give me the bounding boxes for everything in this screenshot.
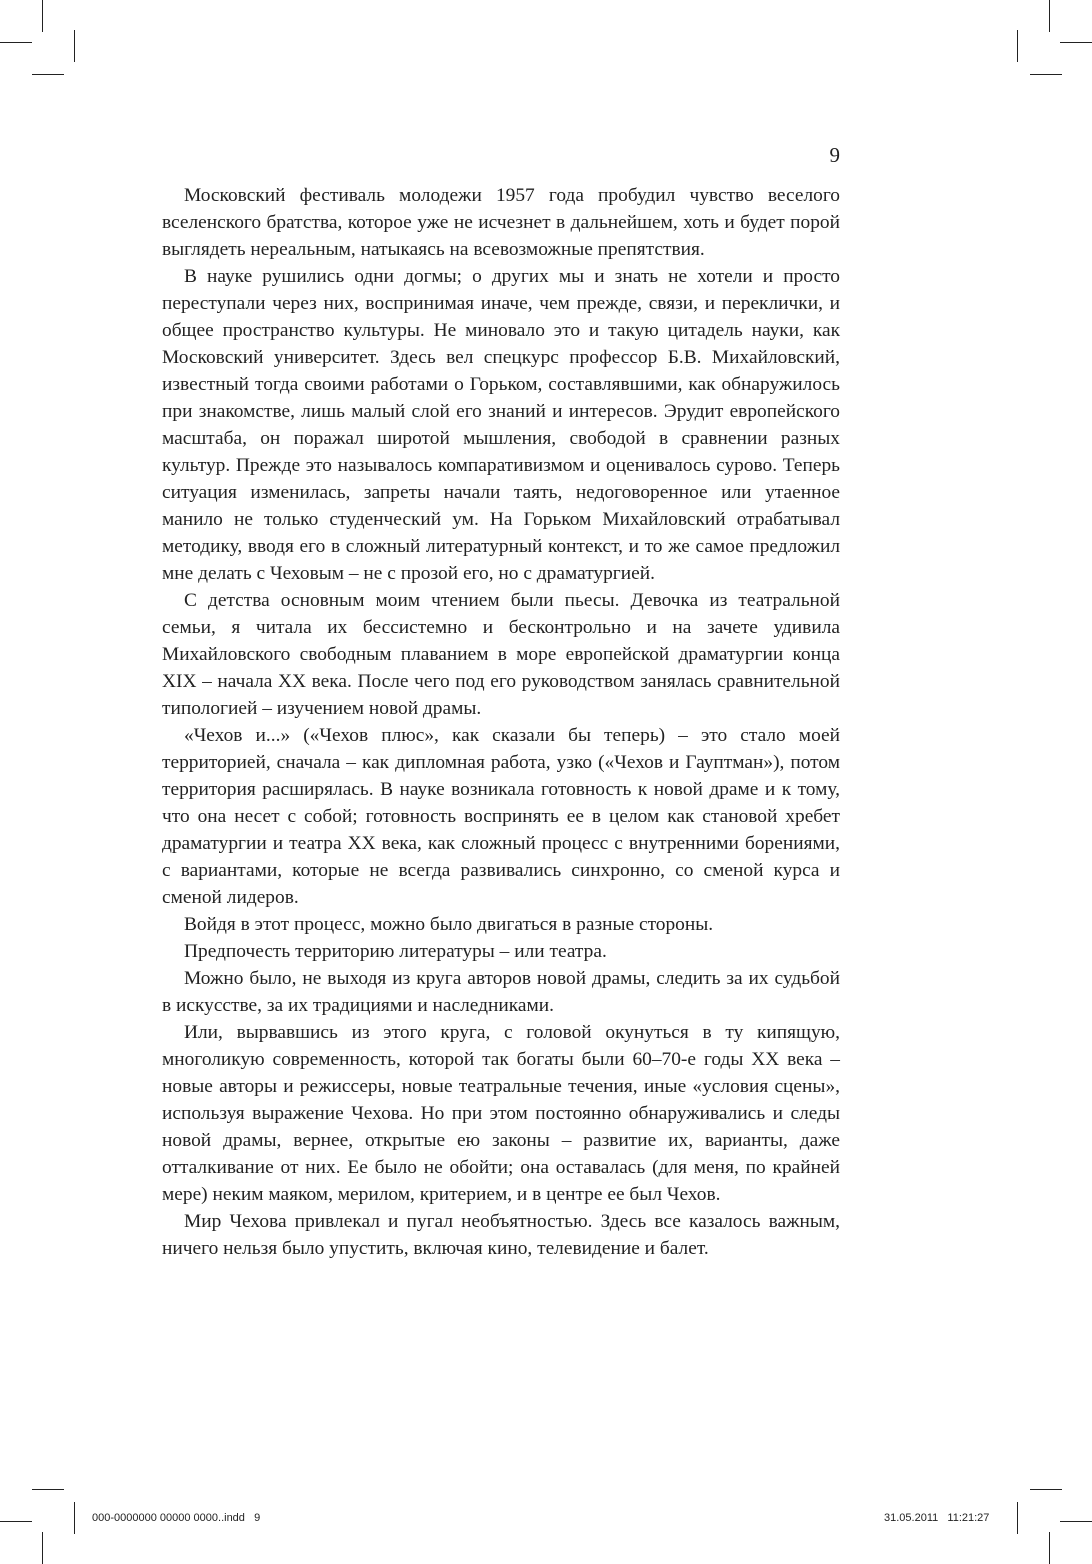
crop-mark	[0, 42, 32, 43]
crop-mark	[32, 1489, 64, 1490]
crop-mark	[1017, 30, 1018, 62]
paragraph: Мир Чехова привлекал и пугал необъятностью. Здесь все казалось важным, ничего нельзя было упустить, включая кино, телевидение и балет.	[162, 1211, 840, 1259]
crop-mark	[1060, 42, 1092, 43]
crop-mark	[32, 74, 64, 75]
paragraph: Московский фестиваль молодежи 1957 года пробудил чувство веселого вселенского братства, которое уже не исчезнет в дальнейшем, хоть и будет порой выглядеть нереальным, натыкаясь на всевозможные препятствия.	[162, 185, 840, 260]
paragraph: «Чехов и...» («Чехов плюс», как сказали бы теперь) – это стало моей территорией, сначала – как дипломная работа, узко («Чехов и Гауптман»), потом территория расширялась. В науке возникала готовность к новой драме и к тому, что она несет с собой; готовность воспринять ее в целом как становой хребет драматургии и театра XX века, как сложный процесс с внутренними борениями, с вариантами, которые не всегда развивались синхронно, со сменой курса и сменой лидеров.	[162, 725, 840, 908]
crop-mark	[42, 1532, 43, 1564]
crop-mark	[74, 30, 75, 62]
crop-mark	[42, 0, 43, 32]
crop-mark	[0, 1521, 32, 1522]
crop-mark	[1030, 74, 1062, 75]
crop-mark	[1060, 1521, 1092, 1522]
slug-filename: 000-0000000 00000 0000..indd 9	[92, 1512, 261, 1524]
crop-mark	[1049, 1532, 1050, 1564]
body-text	[162, 182, 840, 1262]
slug-datetime: 31.05.2011 11:21:27	[884, 1512, 990, 1524]
crop-mark	[74, 1502, 75, 1534]
paragraph: Войдя в этот процесс, можно было двигаться в разные стороны.	[184, 914, 714, 935]
paragraph: Можно было, не выходя из круга авторов новой драмы, следить за их судьбой в искусстве, за их традициями и наследниками.	[162, 968, 840, 1016]
page-number: 9	[829, 143, 840, 167]
crop-mark	[1049, 0, 1050, 32]
crop-mark	[1030, 1489, 1062, 1490]
paragraph: В науке рушились одни догмы; о других мы и знать не хотели и просто переступали через них, воспринимая иначе, чем прежде, связи, и переклички, и общее пространство культуры. Не миновало это и такую цитадель науки, как Московский университет. Здесь вел спецкурс профессор Б.В. Михайловский, известный тогда своими работами о Горьком, составлявшими, как обнаружилось при знакомстве, лишь малый слой его знаний и интересов. Эрудит европейского масштаба, он поражал широтой мышления, свободой в сравнении разных культур. Прежде это называлось компаративизмом и оценивалось сурово. Теперь ситуация изменилась, запреты начали таять, недоговоренное или утаенное манило не только студенческий ум. На Горьком Михайловский отрабатывал методику, вводя его в сложный литературный контекст, и то же самое предложил мне делать с Чеховым – не с прозой его, но с драматургией.	[162, 266, 840, 584]
paragraph: С детства основным моим чтением были пьесы. Девочка из театральной семьи, я читала их бессистемно и бесконтрольно и на зачете удивила Михайловского свободным плаванием в море европейской драматургии конца XIX – начала XX века. После чего под его руководством занялась сравнительной типологией – изучением новой драмы.	[162, 590, 840, 719]
paragraph: Или, вырвавшись из этого круга, с головой окунуться в ту кипящую, многоликую современность, которой так богаты были 60–70-е годы XX века – новые авторы и режиссеры, новые театральные течения, иные «условия сцены», используя выражение Чехова. Но при этом постоянно обнаруживались и следы новой драмы, вернее, открытые ею законы – развитие их, варианты, даже отталкивание от них. Ее было не обойти; она оставалась (для меня, по крайней мере) неким маяком, мерилом, критерием, и в центре ее был Чехов.	[162, 1022, 840, 1205]
crop-mark	[1017, 1502, 1018, 1534]
paragraph: Предпочесть территорию литературы – или театра.	[184, 941, 607, 962]
